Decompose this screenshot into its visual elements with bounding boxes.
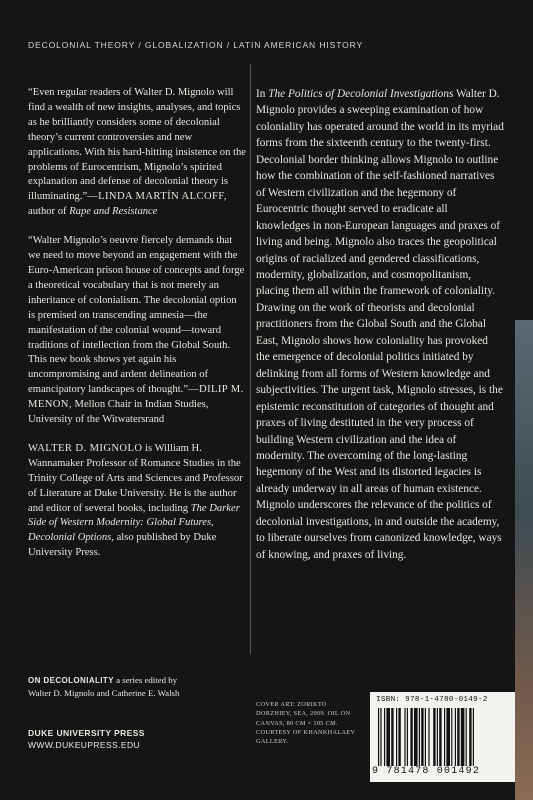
bio-text-end: also published by Duke University Press. bbox=[28, 532, 217, 559]
barcode-bar bbox=[425, 708, 426, 766]
barcode-bar bbox=[444, 708, 445, 766]
barcode-number: 9 781478 001492 bbox=[372, 766, 481, 777]
barcode-bar bbox=[414, 708, 418, 766]
barcode-bar bbox=[398, 708, 400, 766]
bio-text: is William H. Wannamaker Professor of Romance Studies in the Trinity College of Arts and Sciences and Professor of Literature at Duke University. He is the author and editor of several books, including bbox=[28, 442, 243, 514]
endorsement-quote: “Even regular readers of Walter D. Mignolo will find a wealth of new insights, analyses, and topics as he brilliantly considers some of decolonial theory’s current controversies and new applications. With his hard-hitting insistence on the problems of Eurocentrism, Mignolo’s spirited explanation and defense of decolonial theory is illuminating.” bbox=[28, 87, 246, 203]
endorser-name: —DILIP M. MENON, bbox=[28, 384, 244, 411]
barcode-bar bbox=[386, 708, 390, 766]
author-bio bbox=[28, 442, 246, 561]
series-label: a series edited by bbox=[113, 675, 177, 685]
barcode-bars bbox=[378, 708, 506, 766]
barcode-bar bbox=[396, 708, 397, 766]
cover-art-credit: COVER ART: ZORIKTO DORZHIEV, SEA, 2009. OIL ON CANVAS, 80 CM × 105 CM. COURTESY OF KHANKHALAEV GALLERY. bbox=[256, 701, 356, 746]
series-info bbox=[28, 674, 258, 699]
barcode-bar bbox=[461, 708, 465, 766]
bio-book-title: The Darker Side of Western Modernity: Global Futures, Decolonial Options, bbox=[28, 502, 240, 544]
barcode-bar bbox=[455, 708, 456, 766]
isbn-barcode bbox=[370, 692, 515, 782]
description-text: Walter D. Mignolo provides a sweeping examination of how coloniality has operated around the world in its myriad forms from the sixteenth century to the twenty-first. Decolonial border thinking allows Mignolo to outline how the combination of the self-fashioned narratives of Western civilization and the hegemony of Eurocentric thought served to eradicate all knowledges in non-European languages and praxes of living and being. Mignolo also traces the geopolitical origins of racialized and gendered classifications, modernity, globalization, and cosmopolitanism, placing them all within the framework of coloniality. Drawing on the work of theorists and decolonial practitioners from the Global South and the Global East, Mignolo shows how coloniality has provoked the emergence of decolonial politics initiated by delinking from all forms of Western knowledge and subjectivities. The urgent task, Mignolo stresses, is the epistemic reconstitution of categories of thought and praxes of living destituted in the very process of building Western civilization and the idea of modernity. The overcoming of the long-lasting hegemony of the West and its distorted legacies is already underway in all areas of human existence. Mignolo underscores the relevance of the politics of decolonial investigations, in and outside the academy, to liberate ourselves from canonized knowledge, ways of knowing, and praxes of living. bbox=[256, 88, 504, 561]
barcode-bar bbox=[439, 708, 441, 766]
author-name: WALTER D. MIGNOLO bbox=[28, 442, 143, 454]
barcode-bar bbox=[378, 708, 379, 766]
barcode-bar bbox=[407, 708, 408, 766]
barcode-bar bbox=[437, 708, 438, 766]
barcode-bar bbox=[404, 708, 405, 766]
endorsement-alcoff bbox=[28, 86, 246, 220]
endorsements-column bbox=[28, 86, 246, 575]
description-paragraph bbox=[256, 86, 504, 563]
barcode-bar bbox=[421, 708, 423, 766]
publisher-name: DUKE UNIVERSITY PRESS bbox=[28, 728, 145, 738]
endorser-book-title: Rape and Resistance bbox=[69, 206, 158, 218]
series-editors: Walter D. Mignolo and Catherine E. Walsh bbox=[28, 688, 180, 698]
endorsement-quote: “Walter Mignolo’s oeuvre fiercely demands that we need to move beyond an engagement with the Euro-American prison house of concepts and forge a theoretical vocabulary that is not merely an inheritance of colonialism. The decolonial option is premised on transcending amnesia—the manifestation of the colonial wound—toward traditions of intellection from the Global South. This new book shows yet again his uncompromising and ardent delineation of emancipatory landscapes of thought.” bbox=[28, 235, 245, 396]
endorser-name: —LINDA MARTÍN ALCOFF, bbox=[87, 191, 227, 203]
barcode-bar bbox=[380, 708, 381, 766]
barcode-bar bbox=[433, 708, 435, 766]
book-description bbox=[256, 86, 504, 563]
barcode-bar bbox=[457, 708, 459, 766]
endorsement-menon bbox=[28, 234, 246, 428]
barcode-bar bbox=[473, 708, 474, 766]
barcode-bar bbox=[391, 708, 393, 766]
barcode-bar bbox=[466, 708, 467, 766]
column-divider bbox=[250, 64, 251, 654]
cover-painting-edge bbox=[515, 320, 533, 800]
barcode-bar bbox=[446, 708, 450, 766]
barcode-bar bbox=[384, 708, 385, 766]
description-intro: In bbox=[256, 88, 269, 100]
endorser-note: author of bbox=[28, 206, 70, 218]
barcode-bar bbox=[469, 708, 471, 766]
isbn-label: ISBN: 978-1-4780-0149-2 bbox=[376, 696, 488, 704]
publisher-url[interactable]: WWW.DUKEUPRESS.EDU bbox=[28, 739, 141, 750]
subject-categories: DECOLONIAL THEORY / GLOBALIZATION / LATIN AMERICAN HISTORY bbox=[28, 40, 364, 50]
book-title: The Politics of Decolonial Investigations bbox=[268, 88, 454, 100]
barcode-bar bbox=[410, 708, 412, 766]
publisher-block bbox=[28, 728, 145, 751]
barcode-bar bbox=[428, 708, 429, 766]
barcode-bar bbox=[451, 708, 452, 766]
endorser-affiliation: Mellon Chair in Indian Studies, University of the Witwatersrand bbox=[28, 399, 209, 426]
series-title: ON DECOLONIALITY bbox=[28, 676, 114, 685]
barcode-bar bbox=[419, 708, 420, 766]
